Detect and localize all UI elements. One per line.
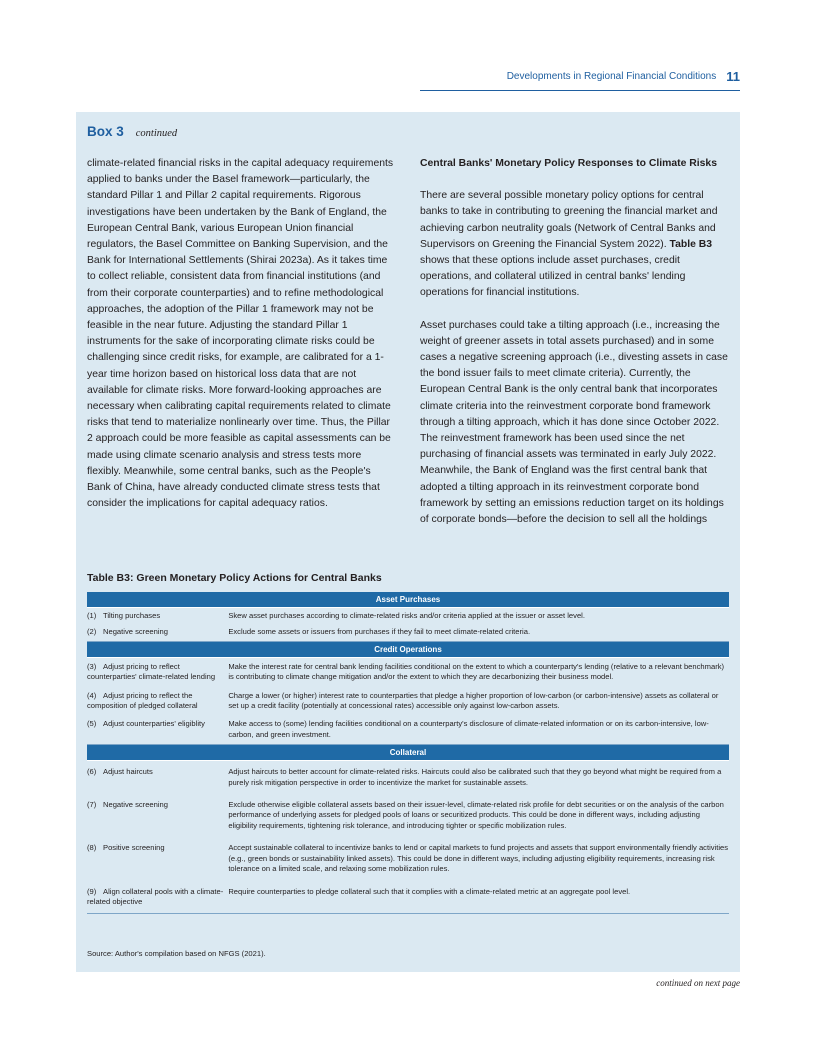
action-label: Negative screening xyxy=(103,627,169,637)
running-header xyxy=(507,68,740,84)
description-cell: Adjust haircuts to better account for climate-related risks. Haircuts could also be calibrated such that they go beyond what might be required from a purely risk mitigation perspective in order to incentivize the market for sustainable assets. xyxy=(228,767,722,787)
left-paragraph: climate-related financial risks in the capital adequacy requirements applied to banks under the Basel framework—particularly, the standard Pillar 1 and Pillar 2 capital requirements. Rigorous investigations have been undertaken by the Bank of England, the European Central Bank, various European Union financial regulators, the Basel Committee on Banking Supervision, and the Bank for International Settlements (Shirai 2023a). As it takes time to collect reliable, consistent data from financial institutions (and from their corporate counterparties) and to refine methodological approaches, the adoption of the Pillar 1 framework may not be feasible in the near future. Adjusting the standard Pillar 1 instruments for the sake of incorporating climate risks could be challenging since credit risks, for example, are calibrated for a 1-year time horizon based on historical loss data that are not available for climate risks. More forward-looking approaches are necessary when calibrating capital requirements related to climate risks that tend to materialize nonlinearly over time. Thus, the Pillar 2 approach could be more feasible as capital assessments can be made using climate scenario analysis and stress tests more flexibly. Meanwhile, some central banks, such as the People's Bank of China, have already conducted climate stress tests that consider the implications for capital adequacy ratios. xyxy=(87,158,394,510)
box-continued-label: continued xyxy=(135,128,178,139)
action-cell xyxy=(87,794,228,837)
table-row xyxy=(87,881,729,914)
continued-note: continued on next page xyxy=(656,978,740,988)
table-row xyxy=(87,608,729,625)
section-header-row xyxy=(87,592,729,608)
row-number: (5) xyxy=(87,719,97,729)
table-row xyxy=(87,761,729,794)
row-number: (8) xyxy=(87,843,97,853)
table-title: Table B3: Green Monetary Policy Actions for Central Banks xyxy=(87,572,382,584)
table-row xyxy=(87,794,729,837)
section-header-row xyxy=(87,641,729,657)
box-panel xyxy=(76,112,740,972)
description-cell: Make access to (some) lending facilities conditional on a counterparty's disclosure of climate-related information or on its carbon-intensive, low-carbon, and green investment. xyxy=(228,715,729,744)
row-number: (4) xyxy=(87,690,97,700)
table-row xyxy=(87,687,729,716)
row-number: (9) xyxy=(87,886,97,896)
action-cell xyxy=(87,837,228,880)
right-paragraph-1 xyxy=(420,188,730,301)
table-row xyxy=(87,624,729,641)
action-cell xyxy=(87,687,228,716)
policy-actions-table xyxy=(87,592,729,914)
action-cell xyxy=(87,715,228,744)
description-cell: Charge a lower (or higher) interest rate to counterparties that pledge a higher proportion of low-carbon (or carbon-intensive) assets as collateral or set up a credit facility (potentially at concessional rates) accessible only against low-carbon assets. xyxy=(228,690,719,711)
action-label: Tilting purchases xyxy=(103,611,161,620)
description-cell: Require counterparties to pledge collateral such that it complies with a climate-related metric at an aggregate pool level. xyxy=(228,881,729,914)
action-cell xyxy=(87,881,228,914)
box-heading xyxy=(87,124,177,139)
section-header: Credit Operations xyxy=(87,641,729,657)
row-number: (6) xyxy=(87,767,97,777)
action-cell xyxy=(87,761,228,794)
action-label: Align collateral pools with a climate-related objective xyxy=(87,886,224,906)
description-cell: Make the interest rate for central bank lending facilities conditional on the extent to which a counterparty's lending (relative to a relevant benchmark) is contributing to climate change mitigation and/or the extent to which they are decarbonizing their business model. xyxy=(228,661,725,682)
table-reference: Table B3 xyxy=(669,238,713,250)
p1-text-b: shows that these options include asset purchases, credit operations, and collateral utilized in central banks' lending operations for financial institutions. xyxy=(420,255,686,299)
table-row xyxy=(87,837,729,880)
section-header-row xyxy=(87,745,729,761)
action-label: Positive screening xyxy=(103,843,165,853)
table-source-note: Source: Author's compilation based on NFGS (2021). xyxy=(87,949,266,958)
description-cell: Skew asset purchases according to climate-related risks and/or criteria applied at the issuer or asset level. xyxy=(228,611,585,620)
description-cell: Accept sustainable collateral to incentivize banks to lend or capital markets to fund projects and assets that support environmentally friendly activities (e.g., green bonds or sustainability linked assets). This could be done in different ways, including adjusting eligibility requirements, increasing risk tolerance on a limited scale, and relaxing some mobilization rules. xyxy=(228,843,729,874)
description-cell: Exclude otherwise eligible collateral assets based on their issuer-level, climate-related risk profile for debt securities or on the analysis of the carbon performance of underlying assets for pledged pools of loans or securitized products. This could be done in different ways, including adjusting eligibility requirements, tightening risk tolerance, and introducing tighter or specific mobilization rules. xyxy=(228,800,724,830)
action-cell xyxy=(87,657,228,686)
action-cell xyxy=(87,624,228,641)
action-label: Adjust pricing to reflect counterparties' climate-related lending xyxy=(87,661,216,682)
section-heading: Central Banks' Monetary Policy Responses to Climate Risks xyxy=(420,158,717,169)
header-rule xyxy=(420,90,740,91)
row-number: (1) xyxy=(87,611,97,620)
action-label: Adjust pricing to reflect the composition of pledged collateral xyxy=(87,690,198,711)
section-header: Collateral xyxy=(87,745,729,761)
action-label: Adjust counterparties' eligiblity xyxy=(103,719,205,729)
right-column xyxy=(420,156,730,544)
table-row xyxy=(87,715,729,744)
action-label: Adjust haircuts xyxy=(103,767,153,777)
running-title: Developments in Regional Financial Conditions xyxy=(506,70,717,82)
action-cell xyxy=(87,608,228,625)
row-number: (2) xyxy=(87,627,97,637)
row-number: (3) xyxy=(87,661,97,671)
table-row xyxy=(87,657,729,686)
action-label: Negative screening xyxy=(103,800,169,810)
p1-text-a: There are several possible monetary policy options for central banks to take in contributing to greening the financial market and achieving carbon neutrality goals (Network of Central Banks and Supervisors on Greening the Financial System 2022). xyxy=(420,190,718,250)
page-number: 11 xyxy=(726,68,740,84)
box-label: Box 3 xyxy=(87,124,124,139)
right-paragraph-2: Asset purchases could take a tilting approach (i.e., increasing the weight of greener assets in total assets purchased) and in some cases a negative screening approach (i.e., divesting assets in case the bond issuer fails to meet climate criteria). Currently, the European Central Bank is the only central bank that incorporates climate criteria into the reinvestment corporate bond framework through a tilting approach, which it has done since October 2022. The reinvestment framework has been used since the net purchasing of financial assets was terminated in early July 2022. Meanwhile, the Bank of England was the first central bank that adopted a tilting approach in its reinvestment corporate bond framework by setting an emissions reduction target on its holdings of corporate bonds—before the decision to sell all the holdings xyxy=(420,319,728,526)
row-number: (7) xyxy=(87,800,97,810)
description-cell: Exclude some assets or issuers from purchases if they fail to meet climate-related criteria. xyxy=(228,624,729,641)
section-header: Asset Purchases xyxy=(87,592,729,608)
left-column xyxy=(87,156,397,528)
